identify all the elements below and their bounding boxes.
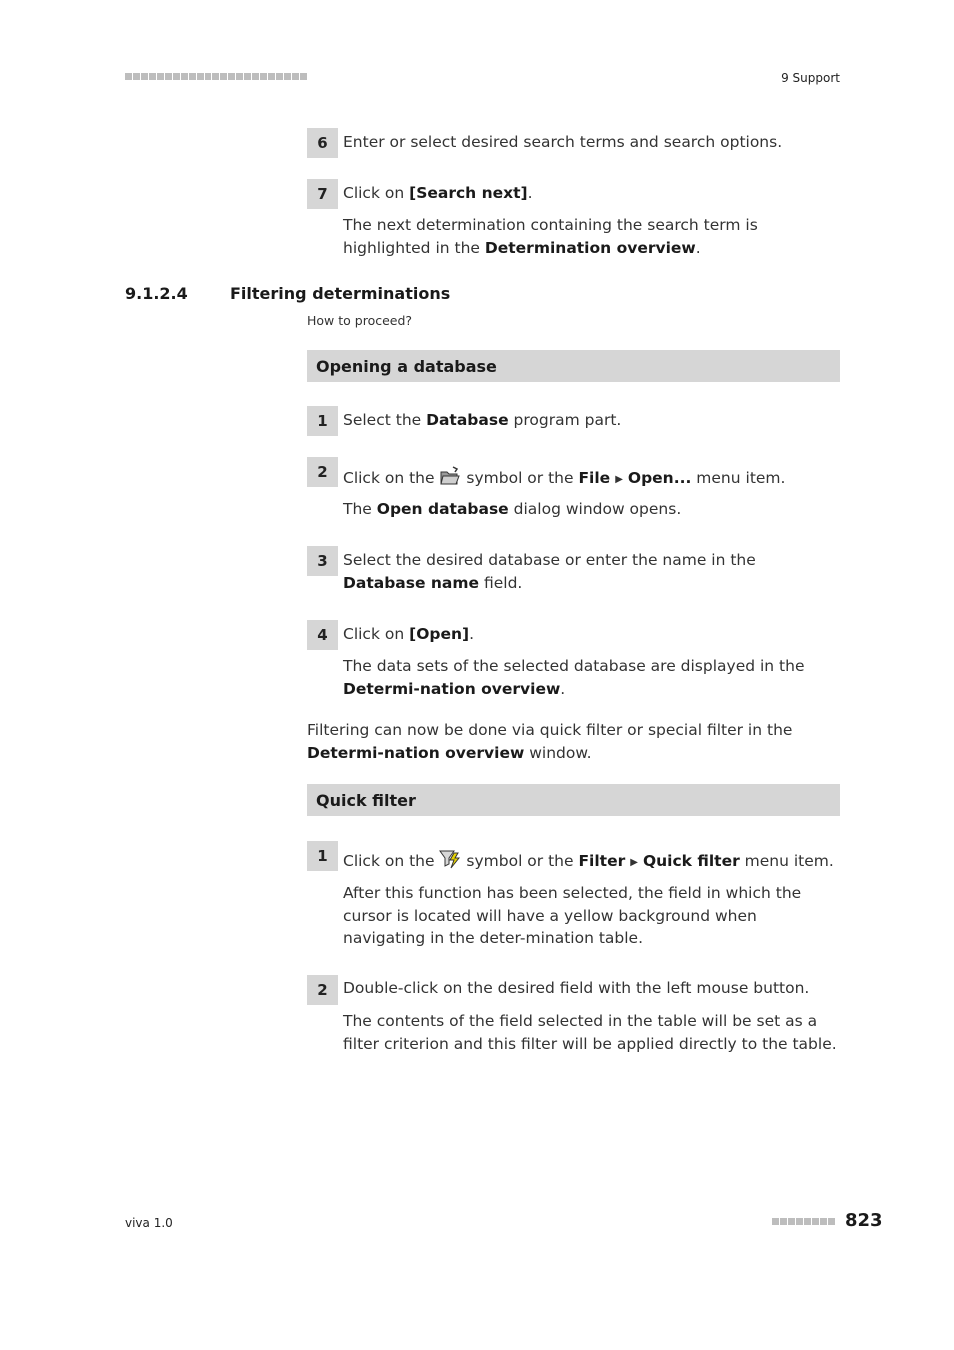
step-text: Click on [Open]. (343, 625, 475, 643)
step-result: The Open database dialog window opens. (343, 500, 682, 518)
step-text: Double-click on the desired field with the left mouse button. (343, 979, 810, 997)
step-number: 3 (307, 546, 338, 576)
step-result: The contents of the field selected in the table will be set as a filter criterion and this filter will be applied directly to the table. (343, 1012, 837, 1053)
step-result: After this function has been selected, the field in which the cursor is located will have a yellow background when navigating in the deter-mination table. (343, 884, 802, 947)
section-hint: How to proceed? (307, 313, 413, 328)
step-text: Select the desired database or enter the name in the Database name field. (343, 551, 756, 592)
menu-arrow-icon: ▶ (630, 857, 638, 868)
procedure-heading: Opening a database (307, 350, 840, 382)
open-folder-icon (439, 466, 461, 493)
step-text: Enter or select desired search terms and search options. (343, 133, 783, 151)
step-result: The data sets of the selected database are displayed in the Determi-nation overview. (343, 657, 805, 698)
footer-decoration (772, 1218, 840, 1226)
section-number: 9.1.2.4 (125, 284, 188, 303)
menu-arrow-icon: ▶ (615, 474, 623, 485)
step-text: Click on [Search next]. (343, 184, 533, 202)
procedure-heading: Quick filter (307, 784, 840, 816)
filter-note: Filtering can now be done via quick filter or special filter in the Determi-nation overview window. (307, 721, 793, 762)
step-text: Click on the symbol or the Filter ▶ Quick filter menu item. (343, 849, 840, 876)
step-text: Click on the symbol or the File ▶ Open... menu item. (343, 466, 840, 493)
section-title: Filtering determinations (230, 284, 451, 303)
step-result: The next determination containing the search term is highlighted in the Determination overview. (343, 216, 758, 257)
step-number: 2 (307, 975, 338, 1005)
chapter-label: 9 Support (781, 71, 840, 85)
step-number: 1 (307, 841, 338, 871)
product-label: viva 1.0 (125, 1216, 173, 1230)
step-number: 7 (307, 179, 338, 209)
step-number: 4 (307, 620, 338, 650)
step-number: 1 (307, 406, 338, 436)
header-decoration (125, 73, 307, 81)
step-number: 6 (307, 128, 338, 158)
page-number: 823 (845, 1210, 883, 1231)
quick-filter-icon (439, 849, 461, 876)
step-number: 2 (307, 457, 338, 487)
step-text: Select the Database program part. (343, 411, 622, 429)
